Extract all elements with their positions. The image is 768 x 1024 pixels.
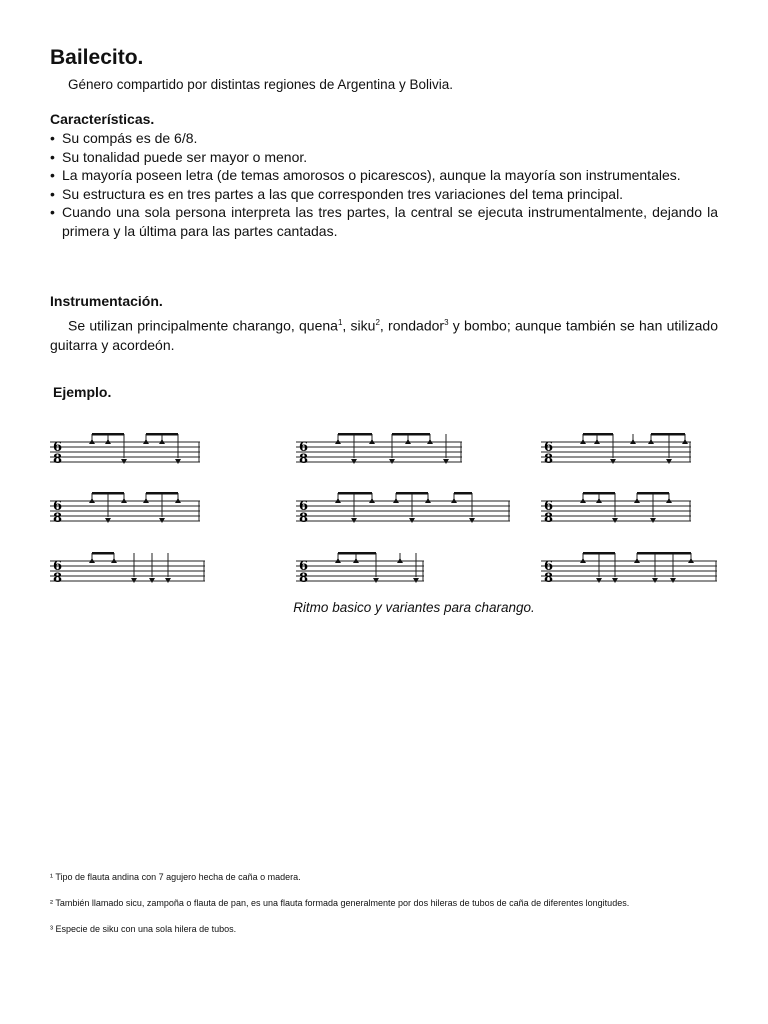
caracteristicas-list — [50, 129, 718, 241]
strum-up-icon — [405, 439, 411, 444]
time-signature-digit: 6 — [544, 559, 554, 574]
time-signature-digit: 6 — [299, 499, 309, 514]
note-beam — [396, 492, 428, 495]
strum-up-icon — [159, 439, 165, 444]
note-beam — [146, 433, 178, 436]
rhythm-staff — [296, 430, 462, 474]
rhythm-staff — [541, 549, 717, 593]
rhythm-staff — [541, 430, 691, 474]
strum-up-icon — [369, 439, 375, 444]
instrumentacion-paragraph — [50, 313, 718, 355]
strum-down-icon — [121, 459, 127, 464]
note-beam — [338, 492, 372, 495]
strum-down-icon — [159, 518, 165, 523]
strum-down-icon — [373, 578, 379, 583]
instrumentacion-text: Se utilizan principalmente charango, quena — [68, 317, 338, 334]
strum-up-icon — [634, 558, 640, 563]
strum-down-icon — [666, 459, 672, 464]
strum-up-icon — [580, 558, 586, 563]
footnote-ref: 3 — [444, 318, 449, 327]
strum-up-icon — [666, 498, 672, 503]
strum-down-icon — [165, 578, 171, 583]
note-beam — [338, 433, 372, 436]
section-heading-instrumentacion: Instrumentación. — [50, 293, 163, 309]
time-signature-digit: 8 — [544, 571, 554, 586]
strum-up-icon — [580, 498, 586, 503]
caracteristica-item: • La mayoría poseen letra (de temas amorosos o picarescos), aunque la mayoría son instrumentales. — [50, 166, 718, 185]
strum-up-icon — [335, 439, 341, 444]
strum-up-icon — [630, 439, 636, 444]
strum-down-icon — [409, 518, 415, 523]
time-signature-digit: 8 — [299, 452, 309, 467]
strum-up-icon — [580, 439, 586, 444]
strum-down-icon — [670, 578, 676, 583]
time-signature-digit: 8 — [53, 511, 63, 526]
instrumentacion-text: , siku — [342, 317, 376, 334]
strum-up-icon — [596, 498, 602, 503]
note-beam — [583, 552, 615, 555]
time-signature-digit: 6 — [53, 440, 63, 455]
strum-up-icon — [648, 439, 654, 444]
strum-up-icon — [682, 439, 688, 444]
strum-up-icon — [89, 439, 95, 444]
strum-down-icon — [612, 518, 618, 523]
section-heading-ejemplo: Ejemplo. — [53, 384, 112, 400]
rhythm-staff — [50, 549, 205, 593]
strum-down-icon — [351, 459, 357, 464]
strum-up-icon — [427, 439, 433, 444]
subtitle: Género compartido por distintas regiones de Argentina y Bolivia. — [68, 77, 453, 92]
strum-up-icon — [393, 498, 399, 503]
strum-down-icon — [596, 578, 602, 583]
strum-down-icon — [469, 518, 475, 523]
page-title: Bailecito. — [50, 46, 144, 69]
strum-up-icon — [451, 498, 457, 503]
caracteristica-item: • Cuando una sola persona interpreta las tres partes, la central se ejecuta instrumentalmente, dejando la primera y la última para las partes cantadas. — [50, 203, 718, 240]
note-beam — [637, 492, 669, 495]
strum-up-icon — [89, 498, 95, 503]
strum-up-icon — [634, 498, 640, 503]
time-signature-digit: 8 — [299, 571, 309, 586]
time-signature-digit: 8 — [544, 511, 554, 526]
time-signature-digit: 6 — [299, 440, 309, 455]
time-signature-digit: 8 — [53, 571, 63, 586]
strum-up-icon — [105, 439, 111, 444]
strum-down-icon — [149, 578, 155, 583]
caracteristica-item: • Su tonalidad puede ser mayor o menor. — [50, 148, 718, 167]
time-signature-digit: 6 — [299, 559, 309, 574]
note-beam — [583, 492, 615, 495]
footnote-ref: 2 — [375, 318, 380, 327]
note-beam — [92, 492, 124, 495]
strum-up-icon — [335, 498, 341, 503]
time-signature-digit: 6 — [53, 559, 63, 574]
figure-caption: Ritmo basico y variantes para charango. — [293, 600, 535, 615]
time-signature-digit: 8 — [544, 452, 554, 467]
rhythm-staff — [50, 430, 200, 474]
section-heading-caracteristicas: Características. — [50, 111, 155, 127]
footnote: ² También llamado sicu, zampoña o flauta de pan, es una flauta formada generalmente por dos hileras de tubos de caña de diferentes longitudes. — [50, 898, 630, 908]
strum-up-icon — [175, 498, 181, 503]
strum-down-icon — [610, 459, 616, 464]
instrumentacion-text: , rondador — [379, 317, 445, 334]
rhythm-staff — [541, 489, 691, 533]
strum-up-icon — [143, 439, 149, 444]
note-beam — [338, 552, 376, 555]
note-beam — [454, 492, 472, 495]
time-signature-digit: 6 — [544, 440, 554, 455]
strum-up-icon — [688, 558, 694, 563]
strum-down-icon — [131, 578, 137, 583]
strum-down-icon — [443, 459, 449, 464]
strum-up-icon — [594, 439, 600, 444]
note-beam — [637, 552, 691, 555]
rhythm-staff — [296, 549, 424, 593]
strum-up-icon — [111, 558, 117, 563]
rhythm-staff — [296, 489, 510, 533]
strum-down-icon — [175, 459, 181, 464]
caracteristica-item: • Su estructura es en tres partes a las que corresponden tres variaciones del tema principal. — [50, 185, 718, 204]
strum-up-icon — [89, 558, 95, 563]
strum-down-icon — [413, 578, 419, 583]
strum-down-icon — [612, 578, 618, 583]
note-beam — [92, 433, 124, 436]
time-signature-digit: 8 — [53, 452, 63, 467]
time-signature-digit: 8 — [299, 511, 309, 526]
rhythm-staff — [50, 489, 200, 533]
strum-up-icon — [353, 558, 359, 563]
note-beam — [583, 433, 613, 436]
strum-down-icon — [105, 518, 111, 523]
strum-up-icon — [397, 558, 403, 563]
strum-down-icon — [351, 518, 357, 523]
footnote: ³ Especie de siku con una sola hilera de tubos. — [50, 924, 237, 934]
footnote: ¹ Tipo de flauta andina con 7 agujero hecha de caña o madera. — [50, 872, 301, 882]
strum-down-icon — [389, 459, 395, 464]
strum-up-icon — [143, 498, 149, 503]
strum-down-icon — [650, 518, 656, 523]
note-beam — [651, 433, 685, 436]
strum-up-icon — [369, 498, 375, 503]
strum-down-icon — [652, 578, 658, 583]
footnote-ref: 1 — [337, 318, 343, 327]
time-signature-digit: 6 — [544, 499, 554, 514]
caracteristica-item: • Su compás es de 6/8. — [50, 129, 718, 148]
instrumentacion-text: y bombo; aunque también se han utilizado guitarra y acordeón. — [50, 317, 718, 353]
time-signature-digit: 6 — [53, 499, 63, 514]
strum-up-icon — [335, 558, 341, 563]
strum-up-icon — [121, 498, 127, 503]
strum-up-icon — [425, 498, 431, 503]
note-beam — [92, 552, 114, 555]
note-beam — [146, 492, 178, 495]
note-beam — [392, 433, 430, 436]
